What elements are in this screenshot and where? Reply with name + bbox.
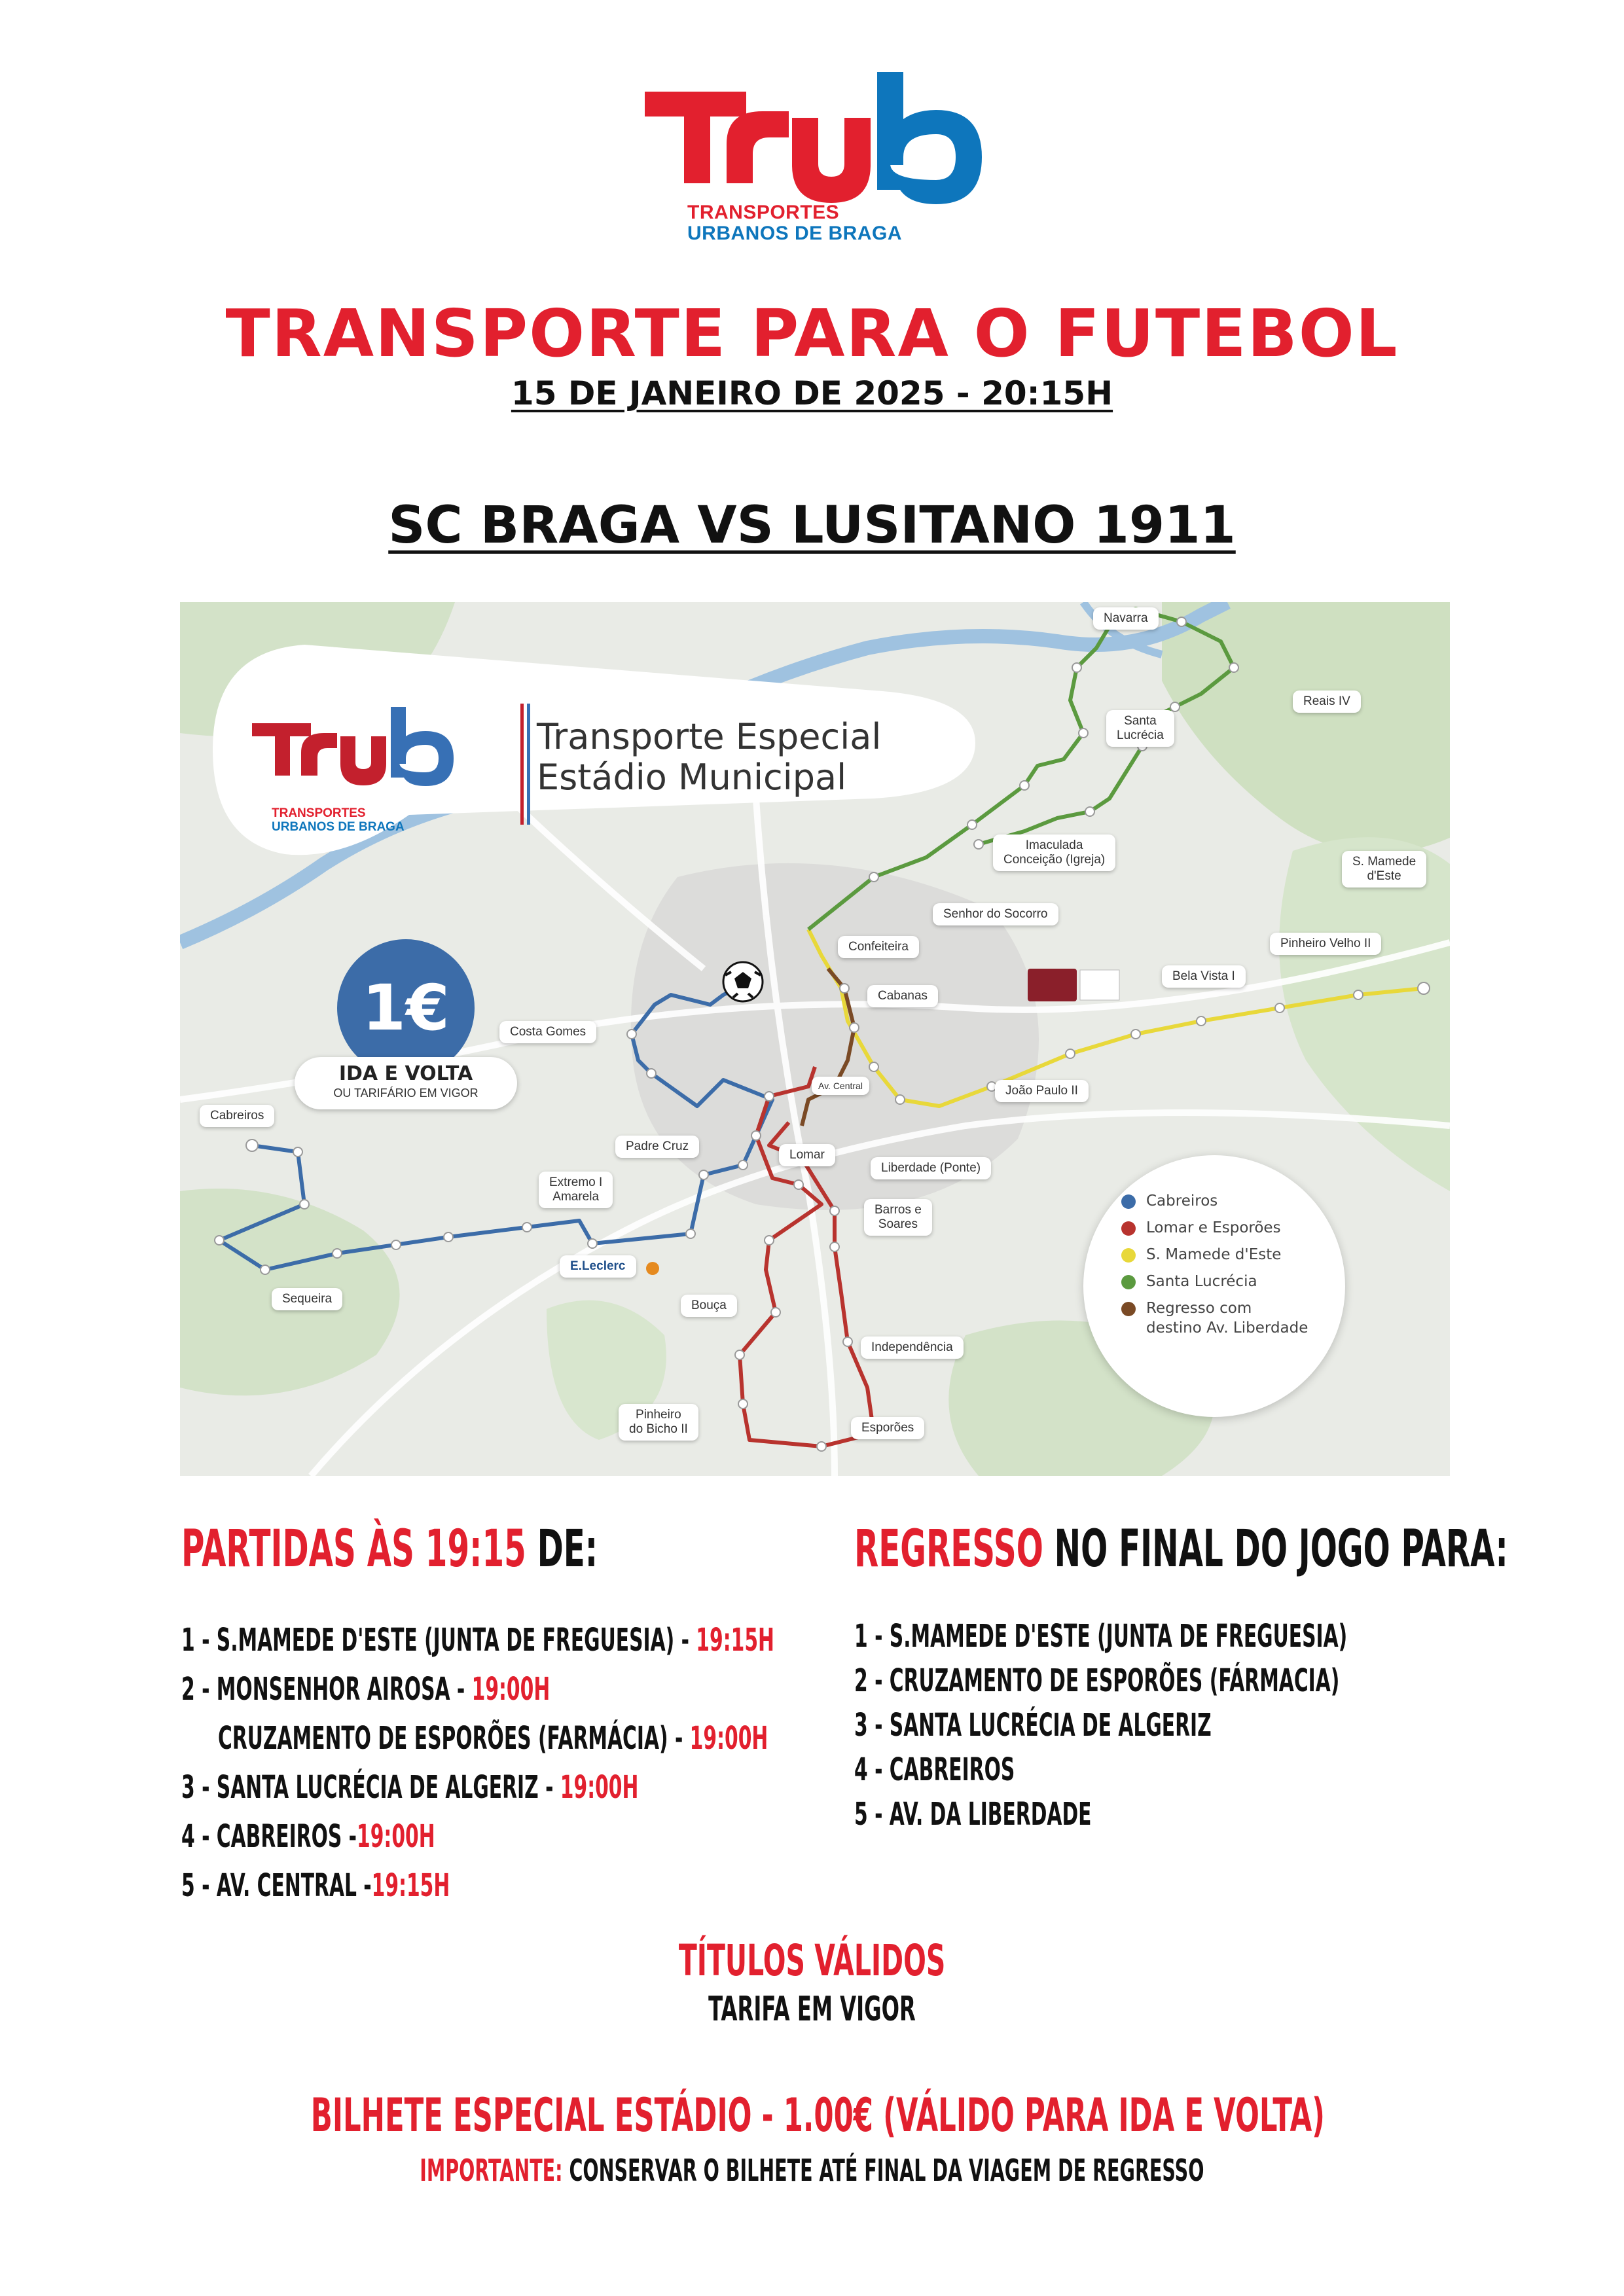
important-note-inner	[420, 2152, 1204, 2189]
important-label: IMPORTANTE:	[420, 2153, 563, 2188]
legend-label: Lomar e Esporões	[1146, 1219, 1281, 1236]
departure-item-text: 3 - SANTA LUCRÉCIA DE ALGERIZ -	[181, 1769, 560, 1806]
map-logo-text-line1: TRANSPORTES	[272, 806, 366, 820]
departure-item	[181, 1818, 435, 1855]
stop-confeiteira: Confeiteira	[838, 936, 919, 958]
stop-pinheiro-bicho-l1: Pinheiro	[636, 1408, 681, 1422]
important-text: CONSERVAR O BILHETE ATÉ FINAL DA VIAGEM DE REGRESSO	[562, 2153, 1204, 2188]
legend-label: Cabreiros	[1146, 1193, 1218, 1210]
valid-tickets-value	[0, 1988, 1624, 2030]
stop-joao-paulo: João Paulo II	[995, 1080, 1089, 1102]
departure-item	[181, 1671, 550, 1708]
stop-independencia: Independência	[861, 1336, 964, 1359]
stop-eleclerc: E.Leclerc	[560, 1255, 636, 1278]
departure-item	[181, 1867, 450, 1904]
departure-item-text: 4 - CABREIROS -	[181, 1818, 357, 1855]
stop-pinheiro-bicho-l2: do Bicho II	[629, 1422, 688, 1436]
match-title	[0, 494, 1624, 557]
stop-sequeira: Sequeira	[272, 1288, 342, 1310]
return-item: 5 - AV. DA LIBERDADE	[854, 1796, 1092, 1833]
stop-cabreiros: Cabreiros	[200, 1105, 274, 1127]
stop-esporoes: Esporões	[851, 1417, 924, 1439]
event-date	[0, 373, 1624, 414]
map-legend	[1083, 1155, 1345, 1417]
stop-santa-lucrecia	[1106, 710, 1174, 747]
stop-extremo-amarela	[539, 1172, 613, 1208]
stop-santa-lucrecia-l1: Santa	[1124, 714, 1157, 728]
departure-item	[218, 1720, 768, 1757]
stop-santa-lucrecia-l2: Lucrécia	[1117, 728, 1164, 742]
returns-heading-black: NO FINAL DO JOGO PARA:	[1043, 1520, 1508, 1579]
stop-bela-vista: Bela Vista I	[1162, 965, 1246, 988]
departure-item-time: 19:00H	[471, 1671, 550, 1708]
price-badge	[295, 1057, 517, 1109]
departure-item-time: 19:15H	[696, 1622, 774, 1659]
stop-pinheiro-bicho	[619, 1404, 698, 1441]
departure-item-text: 5 - AV. CENTRAL -	[181, 1867, 372, 1904]
logo-text-line1: TRANSPORTES	[687, 202, 840, 223]
legend-dot	[1121, 1221, 1136, 1236]
stop-padre-cruz: Padre Cruz	[615, 1136, 699, 1158]
departure-item-time: 19:00H	[357, 1818, 435, 1855]
legend-label: Santa Lucrécia	[1146, 1273, 1257, 1290]
return-item: 2 - CRUZAMENTO DE ESPORÕES (FÁRMACIA)	[854, 1662, 1340, 1699]
stop-navarra: Navarra	[1093, 607, 1159, 630]
return-item: 4 - CABREIROS	[854, 1751, 1015, 1788]
stop-extremo-l2: Amarela	[552, 1190, 600, 1204]
legend-dot	[1121, 1302, 1136, 1316]
departure-item-text: CRUZAMENTO DE ESPORÕES (FARMÁCIA) -	[218, 1720, 690, 1757]
legend-dot	[1121, 1275, 1136, 1289]
departure-item-text: 1 - S.MAMEDE D'ESTE (JUNTA DE FREGUESIA) -	[181, 1622, 696, 1659]
valid-tickets-heading-text: TÍTULOS VÁLIDOS	[678, 1935, 946, 1986]
municipal-marker-icon	[1028, 969, 1077, 1001]
departure-item-time: 19:15H	[371, 1867, 450, 1904]
price-badge-title: IDA E VOLTA	[338, 1062, 473, 1085]
match-title-text: SC BRAGA VS LUSITANO 1911	[388, 496, 1236, 555]
special-ticket-text: BILHETE ESPECIAL ESTÁDIO - 1.00€ (VÁLIDO PARA IDA E VOLTA)	[310, 2089, 1326, 2142]
stop-s-mamede	[1342, 851, 1426, 888]
stop-pinheiro-velho: Pinheiro Velho II	[1270, 933, 1381, 955]
stop-av-central: Av. Central	[812, 1077, 869, 1095]
stop-s-mamede-l1: S. Mamede	[1352, 855, 1416, 869]
stop-costa-gomes: Costa Gomes	[499, 1021, 596, 1043]
map-brand-title-line2: Estádio Municipal	[537, 757, 847, 798]
return-item: 3 - SANTA LUCRÉCIA DE ALGERIZ	[854, 1707, 1212, 1744]
stop-imaculada-l2: Conceição (Igreja)	[1003, 853, 1106, 867]
special-ticket-line	[0, 2088, 1624, 2143]
map-brand-title	[537, 717, 881, 798]
price-circle: 1€	[337, 939, 475, 1077]
legend-dot	[1121, 1248, 1136, 1263]
valid-tickets-value-text: TARIFA EM VIGOR	[708, 1990, 916, 2029]
valid-tickets-heading	[0, 1934, 1624, 1987]
stop-extremo-l1: Extremo I	[549, 1175, 603, 1189]
stop-senhor-socorro: Senhor do Socorro	[933, 903, 1058, 925]
legend-label: Regresso com	[1146, 1300, 1252, 1317]
event-date-text: 15 DE JANEIRO DE 2025 - 20:15H	[511, 374, 1113, 412]
returns-heading	[854, 1520, 1508, 1579]
departures-heading-black: DE:	[526, 1520, 598, 1579]
map-logo-text-line2: URBANOS DE BRAGA	[272, 820, 405, 834]
stop-imaculada-l1: Imaculada	[1025, 838, 1083, 852]
map-brand-title-line1: Transporte Especial	[537, 716, 882, 757]
departures-heading-red: PARTIDAS ÀS 19:15	[181, 1520, 526, 1579]
stop-reais-iv: Reais IV	[1293, 691, 1361, 713]
legend-label-line2: destino Av. Liberdade	[1146, 1319, 1308, 1336]
stop-s-mamede-l2: d'Este	[1367, 869, 1401, 883]
departure-item-time: 19:00H	[689, 1720, 768, 1757]
stop-barros-l2: Soares	[878, 1217, 918, 1231]
legend-dot	[1121, 1194, 1136, 1209]
stop-imaculada	[993, 834, 1115, 871]
important-note	[0, 2152, 1624, 2189]
price-badge-subtitle: OU TARIFÁRIO EM VIGOR	[333, 1086, 478, 1100]
returns-heading-red: REGRESSO	[854, 1520, 1043, 1579]
main-title: TRANSPORTE PARA O FUTEBOL	[225, 295, 1399, 372]
return-item: 1 - S.MAMEDE D'ESTE (JUNTA DE FREGUESIA)	[854, 1618, 1348, 1655]
departure-item-time: 19:00H	[560, 1769, 639, 1806]
stop-liberdade: Liberdade (Ponte)	[871, 1157, 991, 1179]
departure-item-text: 2 - MONSENHOR AIROSA -	[181, 1671, 472, 1708]
logo-text-line2: URBANOS DE BRAGA	[687, 223, 903, 244]
departure-item	[181, 1622, 774, 1659]
departure-item	[181, 1769, 638, 1806]
stop-lomar: Lomar	[779, 1144, 835, 1166]
legend-label: S. Mamede d'Este	[1146, 1246, 1282, 1263]
stop-barros-soares	[864, 1199, 932, 1236]
stop-barros-l1: Barros e	[875, 1203, 922, 1217]
departures-heading	[181, 1520, 598, 1579]
stop-bouca: Bouça	[681, 1295, 737, 1317]
stadium-ball-icon	[723, 962, 763, 1001]
stop-cabanas: Cabanas	[867, 985, 938, 1007]
